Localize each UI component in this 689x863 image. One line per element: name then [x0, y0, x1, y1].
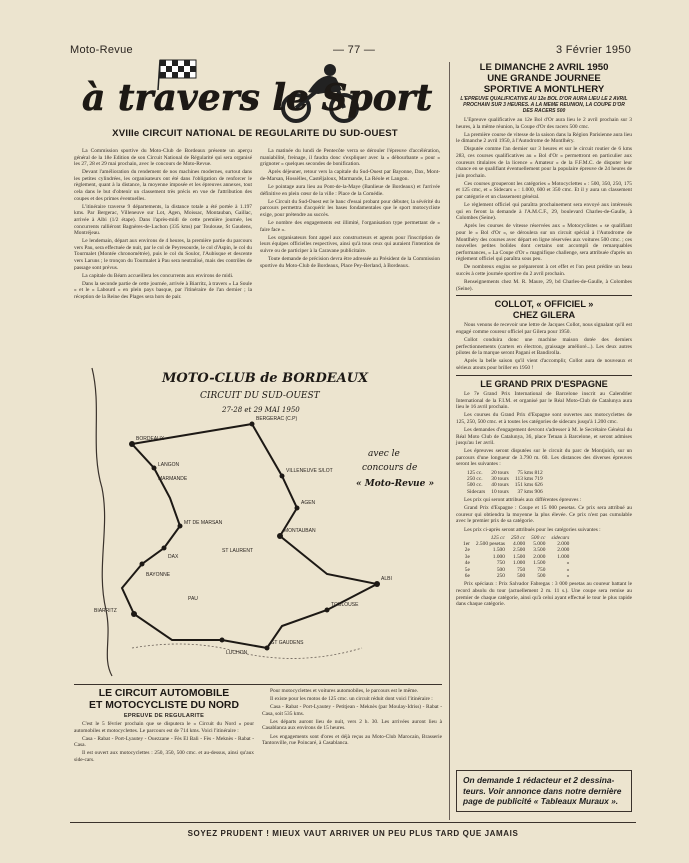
right-column: [456, 62, 632, 609]
section-rule: [74, 684, 442, 685]
table-row: Sidecars 10 tours 37 kms 906: [467, 488, 543, 495]
footer-rule: [70, 822, 636, 823]
town-marker: [162, 546, 167, 551]
svg-text:à travers le Sport: à travers le Sport: [82, 77, 433, 119]
paragraph: Les prix qui seront attribués aux différentes épreuves :: [464, 497, 582, 504]
town-marker: [131, 611, 137, 617]
map-concours: « Moto-Revue »: [356, 479, 435, 489]
paragraph: Le 7e Grand Prix International de Barcelone inscrit au Calendrier International de la F.I.M. et organisé par le Réal Moto-Club de Catalunya aura lieu le 16 avril prochain.: [456, 391, 632, 411]
distances-table: [464, 470, 546, 496]
city-label: ST LAURENT: [222, 548, 254, 554]
paragraph: Il est ouvert aux motocyclettes : 250, 350, 500 cmc. et au-dessus, ainsi qu'aux side-cars.: [74, 750, 254, 763]
paragraph: Après les courses de vitesse réservées aux « Motocyclistes » se qualifiant pour le « Bol d'Or », se déroulera sur un circuit spécial à l'Autodrome de Montlhéry des courses avec départ en ligne réservées aux voitures 500 cmc. ; ces nouvelles petites bolides dont certains ont accompli de remarquables performances, « La Coupe d'Or » magnifique challenge, sera attribuée d'après un règlement officiel qui paraîtra sous peu.: [456, 223, 632, 263]
masthead-logo: [68, 58, 440, 128]
map-concours: avec le: [368, 449, 400, 459]
town-marker: [280, 474, 285, 479]
paragraph: L'Epreuve qualificative au 12e Bol d'Or aura lieu le 2 avril prochain sur 3 heures, à la même réunion, la Coupe d'Or des racers 500 cmc.: [456, 117, 632, 130]
city-label: BORDEAUX: [136, 436, 165, 442]
page-number: — 77 —: [333, 44, 376, 56]
section-rule: [456, 295, 632, 296]
table-row: 5e 500 750 750 »: [464, 566, 570, 573]
town-marker: [250, 422, 255, 427]
city-label: PAU: [188, 596, 198, 602]
city-label: TOULOUSE: [331, 602, 359, 608]
paragraph: Nous venons de recevoir une lettre de Jacques Collot, nous signalant qu'il est engagé comme coureur officiel par Gilera pour 1950.: [456, 322, 632, 335]
paragraph: Devant l'amélioration du rendement de nos machines modernes, surtout dans les petites cylindrées, les organisateurs ont été dans l'obligation de renforcer le règlement, quant à la distance, la moyenne imposée et les épreuves annexes, tout cela dans le but d'obtenir un classement très précis en vue de l'attribution des coupes et des primes éventuelles.: [74, 169, 252, 202]
paragraph: La matinée du lundi de Pentecôte verra se dérouler l'épreuve d'accélération, maniabilité, freinage, il faudra donc s'expliquer avec la « débourbante » pour « grignoter » quelques secondes de bonification.: [260, 148, 440, 168]
city-label: ALBI: [381, 576, 392, 582]
city-label: BAYONNE: [146, 572, 171, 578]
a-travers-le-sport-logo: [68, 58, 440, 128]
paragraph: Dans la seconde partie de cette journée, arrivée à Biarritz, à travers « La Soule » et le « Labourd » en plein pays basque, par l'itinéraire de l'an dernier ; la réception de la Reine des Plages sera hors de pair.: [74, 280, 252, 300]
section-rule: [456, 375, 632, 376]
paragraph: La capitale du Béarn accueillera les concurrents aux environs de midi.: [82, 272, 234, 279]
map-dates: 27-28 et 29 MAI 1950: [222, 406, 300, 414]
paragraph: Après déjeuner, retour vers la capitale du Sud-Ouest par Bayonne, Dax, Mont-de-Marsan, Hossèlles, Castéljaloux, Marmande, La Réole et Langon.: [260, 169, 440, 182]
collot-title-1: COLLOT, « OFFICIEL »: [494, 299, 594, 310]
table-row: 125 cc. 20 tours 75 kms 812: [467, 469, 543, 476]
town-marker: [129, 441, 135, 447]
city-label: AGEN: [301, 500, 316, 506]
paragraph: Le nombre des engagements est illimité, l'organisation type permettant de « faire face ».: [260, 219, 440, 233]
town-markers: [129, 422, 380, 651]
left-article-col1: [74, 148, 252, 302]
montlhery-title-1: LE DIMANCHE 2 AVRIL 1950: [479, 62, 609, 73]
nord-article-col2: [262, 688, 442, 748]
paragraph: Le pointage aura lieu au Pont-de-la-Maye (Banlieue de Bordeaux) et l'arrivée définitive en plein cœur de la ville : Place de la Comédie.: [260, 183, 440, 197]
table-row: 6e 250 500 500 »: [464, 573, 570, 580]
paragraph: Le règlement officiel qui paraîtra prochainement sera envoyé aux intéressés qui en feront la demande à l'A.M.C.F., 29, boulevard Charles-de-Gaulle, à Colombes (Seine).: [456, 202, 632, 222]
town-marker: [152, 466, 157, 471]
collot-title-2: CHEZ GILERA: [512, 309, 576, 320]
circuit-route: [122, 424, 377, 648]
montlhery-title-2: UNE GRANDE JOURNEE: [487, 73, 601, 84]
town-marker: [220, 638, 225, 643]
paragraph: Prix spéciaux : Prix Salvador Fabregas : 3 000 pesetas au coureur battant le record absolu du tour (actuellement 2 m. 11 s.). Une coupe sera remise au premier de chaque catégorie, ainsi qu'à celui ayant effectué le tour le plus rapide dans chaque catégorie.: [456, 581, 632, 608]
table-row: 2e 1.500 2.500 3.500 2.000: [464, 547, 570, 554]
city-label: BIARRITZ: [94, 608, 117, 614]
paragraph: Renseignements chez M. R. Maure, 29, bd Charles-de-Gaulle, à Colombes (Seine).: [456, 279, 632, 292]
nord-title-2: ET MOTOCYCLISTE DU NORD: [89, 700, 239, 711]
paragraph: Les épreuves seront disputées sur le circuit du parc de Montjuich, sur un parcours d'une longueur de 3.790 m. 60. Les distances des diverses épreuves seront les suivantes :: [456, 448, 632, 468]
paragraph: Après la belle saison qu'il vient d'accomplir, Collot aura de nouveaux et sérieux atouts pour briller en 1950 !: [456, 358, 632, 371]
espagne-title: LE GRAND PRIX D'ESPAGNE: [480, 378, 608, 389]
town-marker: [178, 524, 183, 529]
city-label: MONTAUBAN: [284, 528, 316, 534]
map-concours: concours de: [362, 463, 418, 473]
paragraph: Il existe pour les motos de 125 cmc. un circuit réduit dont voici l'itinéraire :: [270, 696, 433, 703]
montlhery-title-3: SPORTIVE A MONTLHERY: [483, 84, 605, 95]
paragraph: Les courses du Grand Prix d'Espagne sont ouvertes aux motocyclettes de 125, 250, 500 cmc. et à toutes les catégories de sidecars jusqu'à 1.200 cmc.: [456, 412, 632, 425]
nord-title-1: LE CIRCUIT AUTOMOBILE: [98, 688, 230, 699]
paragraph: Les départs auront lieu de nuit, vers 2 h. 30. Les arrivées auront lieu à Casablanca aux environs de 15 heures.: [262, 718, 442, 732]
prize-table: [460, 535, 572, 580]
city-label: LUCHON: [226, 650, 248, 656]
circuit-map-svg: [72, 348, 442, 680]
map-subtitle: CIRCUIT DU SUD-OUEST: [200, 391, 320, 401]
issue-date: 3 Février 1950: [556, 44, 632, 56]
paragraph: Les organisateurs font appel aux constructeurs et agents pour l'inscription de leurs équipes officielles respectives, ainsi qu'à tous ceux qui auraient l'intention de suivre ou de participer à la Caravane publicitaire.: [260, 234, 440, 254]
left-article-col2: [260, 148, 440, 271]
paragraph: Collot conduira donc une machine maison dotée des derniers perfectionnements (carters en électron, graissage amélioré...). Les deux autres pilotes de la marque seront Pagani et Bandirolla.: [456, 337, 632, 357]
city-label: MT DE MARSAN: [184, 520, 223, 526]
town-marker: [374, 581, 380, 587]
paragraph: Les prix ci-après seront attribués pour les catégories suivantes :: [464, 526, 601, 533]
paragraph: L'itinéraire traverse 9 départements, la distance totale a été portée à 1.197 kms. Par Bergerac, Villeneuve sur Lot, Agen, Moissac, Montauban, Gaillac, arrivée à Albi (1/2 étape). Dans l'après-midi de cette première journée, les concurrents ralliéront Bagnères-de-Luchon (335 kms) par Toulouse, St Gaudens, Montréjeau.: [74, 203, 252, 237]
map-title: MOTO-CLUB de BORDEAUX: [162, 371, 369, 386]
paragraph: Grand Prix d'Espagne : Coupe et 15 000 pesetas. Ce prix sera attribué au coureur qui obtiendra la moyenne la plus élevée. Ce prix n'est pas cumulable avec le premier prix de sa catégorie.: [456, 505, 632, 525]
city-label: BERGERAC (C.P): [256, 416, 298, 422]
paragraph: La Commission sportive du Moto-Club de Bordeaux présente un aperçu général de la 18e Edition de son Circuit National de Régularité qui sera organisé les 27, 28 et 29 mai prochain, avec le concours de Moto-Revue.: [74, 148, 252, 168]
paragraph: Disputée comme l'an dernier sur 3 heures et sur le circuit routier de 6 kms 283, ces courses qualificatives au « Bol d'Or » permettront en particulier aux coureurs titulaires de la licence « Amateur » de la F.F.M.C. de disputer leur chance en se qualifiant éventuellement pour la populaire épreuve de 24 heures de juin prochain.: [456, 146, 632, 179]
table-row: 3e 1.000 1.500 2.000 1.000: [464, 553, 570, 560]
paragraph: Le lendemain, départ aux environs de 4 heures, la première partie du parcours vers Pau, sera effectuée de nuit, par le col de Peyresourde, le col d'Aspin, le col du Tourmalet (Montée chronométrée), puis le col du Soulor, l'Aubisque et descente vers Laruns ; le tronçon du Tourmalet à Pau sera neutralisé, mais des contrôles de passage sont prévus.: [74, 238, 252, 271]
paragraph: C'est le 5 février prochain que se disputera le « Circuit du Nord » pour automobiles et motocyclettes. Le parcours est de 714 kms. Voici l'itinéraire :: [74, 721, 254, 734]
town-marker: [265, 646, 270, 651]
nord-subtitle: EPREUVE DE REGULARITE: [123, 713, 205, 719]
table-row: 250 cc. 30 tours 113 kms 719: [467, 475, 543, 482]
running-head-left: Moto-Revue: [70, 44, 133, 56]
city-label: VILLENEUVE S/LOT: [286, 468, 333, 474]
ad-line: page de publicité « Tableaux Muraux ».: [463, 796, 619, 806]
paragraph: Ces courses grouperont les catégories « Motocyclettes » : 500, 350, 250, 175 et 125 cmc, et « Sidecars » : 1.000, 600 et 350 cmc. Et il y aura un classement par catégorie et un classement général.: [456, 180, 632, 201]
paragraph: Les engagements sont d'ores et déjà reçus au Moto-Club Marocain, Brasserie Tantonville, rue Poincaré, à Casablanca.: [262, 733, 442, 747]
ad-line: On demande 1 rédacteur et 2 dessina-: [463, 775, 615, 785]
table-row: 1er 2.500 pesetas 4.000 5.000 2.000: [463, 541, 570, 548]
paragraph: Casa - Rabat - Port-Lyautey - Petitjean - Meknès (par Moulay-Idriss) - Rabat - Casa, soit 535 kms.: [262, 704, 442, 717]
table-row: 500 cc. 40 tours 151 kms 626: [467, 482, 543, 489]
ad-line: teurs. Voir annonce dans notre dernière: [463, 785, 622, 796]
coastline: [92, 368, 112, 676]
table-row: 4e 750 1.000 1.500 »: [464, 560, 570, 567]
montlhery-subtitle: L'EPREUVE QUALIFICATIVE AU 12e BOL D'OR AURA LIEU LE 2 AVRIL PROCHAIN SUR 3 HEURES. A LA MEME REUNION, LA COUPE D'OR DES RACERS 500: [460, 96, 628, 114]
route-map: [72, 348, 442, 680]
city-label: DAX: [168, 554, 179, 560]
city-label: LANGON: [158, 462, 180, 468]
city-label: MARMANDE: [158, 476, 188, 482]
circuit-title: XVIIIe CIRCUIT NATIONAL DE REGULARITE DU SUD-OUEST: [112, 128, 398, 139]
paragraph: De nombreux engins se prépareront à cet effet et l'on peut prédire un beau succès à cette journée sportive du 2 avril prochain.: [456, 264, 632, 278]
town-marker: [277, 533, 283, 539]
column-divider: [449, 62, 450, 820]
town-marker: [140, 562, 145, 567]
town-marker: [325, 608, 330, 613]
paragraph: Les demandes d'engagement devront s'adresser à M. le Secrétaire Général du Réal Moto Club de Catalunya, 36, place Tetuan à Barcelone, et seront admises jusqu'au 1er avril.: [456, 426, 632, 447]
footer-slogan: SOYEZ PRUDENT ! MIEUX VAUT ARRIVER UN PEU PLUS TARD QUE JAMAIS: [187, 829, 519, 838]
paragraph: Le Circuit du Sud-Ouest est le banc d'essai probant pour débuter, la sévérité du parcours permettra d'acquérir les bases fondamentales que le sport motocycliste exige, pour prétendre au succès.: [260, 198, 440, 218]
table-header-row: 125 cc 250 cc 500 cc sidecars: [490, 534, 570, 541]
job-ad-box: [456, 770, 632, 812]
town-marker: [295, 506, 300, 511]
paragraph: Pour motocyclettes et voitures automobiles, le parcours est le même.: [270, 688, 419, 694]
paragraph: La première course de vitesse de la saison dans la Région Parisienne aura lieu le dimanche 2 avril 1950, à l'Autodrome de Montlhéry.: [456, 131, 632, 145]
paragraph: Toute demande de précision devra être adressée au Président de la Commission sportive du Moto-Club de Bordeaux, Place Pey-Berland, à Bordeaux.: [260, 255, 440, 269]
nord-article: [74, 688, 254, 765]
paragraph: Casa - Rabat - Port-Lyautey - Ouezzane - Fès El Bali - Fès - Meknès - Rabat - Casa.: [74, 735, 254, 749]
city-label: ST GAUDENS: [271, 640, 304, 646]
